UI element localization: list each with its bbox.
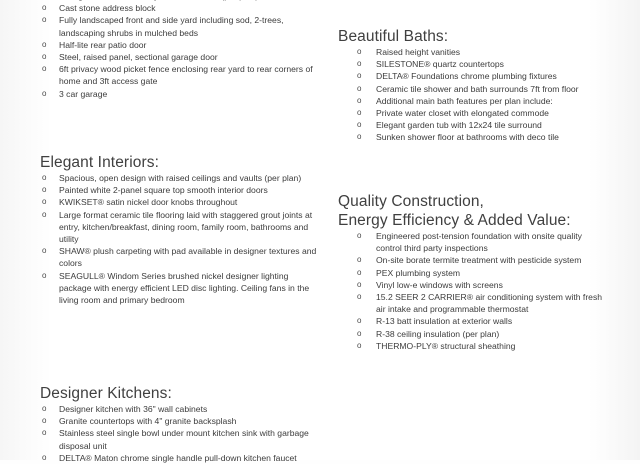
quality-heading-line2: Energy Efficiency & Added Value: — [338, 212, 571, 229]
quality-section — [338, 192, 610, 352]
list-item: o Designer kitchen with 36" wall cabinets — [42, 404, 208, 414]
list-item: o Additional main bath features per plan include: — [357, 95, 553, 106]
bullet-icon: o — [42, 246, 47, 256]
bullet-icon: o — [357, 83, 362, 93]
kitchens-list — [40, 403, 318, 464]
list-item: o Private water closet with elongated commode — [357, 108, 549, 119]
bullet-icon: o — [42, 185, 47, 195]
interiors-section — [40, 153, 318, 306]
list-item: o Engineered post-tension foundation with onsite quality control third party inspections — [357, 231, 582, 254]
list-item: o Ceramic tile shower and bath surrounds 7ft from floor — [357, 83, 579, 94]
baths-section — [338, 27, 610, 144]
bullet-icon: o — [42, 64, 47, 74]
bullet-icon: o — [357, 328, 362, 338]
list-item: o Raised height vanities — [357, 47, 461, 57]
bullet-icon: o — [357, 316, 362, 326]
list-item: o R-13 batt insulation at exterior walls — [357, 316, 513, 327]
bullet-icon: o — [42, 88, 47, 98]
bullet-icon: o — [357, 47, 362, 56]
baths-list — [338, 46, 610, 144]
bullet-icon: o — [42, 209, 47, 219]
list-item: o SEAGULL® Windom Series brushed nickel designer lighting package with energy efficient LED disc lighting. Ceiling fans in the living room and primary bedroom — [42, 270, 310, 306]
kitchens-section — [40, 384, 318, 464]
list-item: o 6ft privacy wood picket fence enclosing rear yard to rear corners of home and 3ft access gate — [42, 64, 313, 87]
kitchens-heading: Designer Kitchens: — [40, 385, 172, 402]
list-item: o Painted white 2-panel square top smooth interior doors — [42, 185, 268, 196]
list-item: o 15.2 SEER 2 CARRIER® air conditioning system with fresh air intake and programmable thermostat — [357, 292, 603, 315]
bullet-icon: o — [357, 340, 362, 350]
bullet-icon: o — [357, 231, 362, 240]
bullet-icon: o — [357, 292, 362, 302]
bullet-icon: o — [357, 95, 362, 105]
baths-heading: Beautiful Baths: — [338, 28, 449, 45]
list-item: o Granite countertops with 4" granite backsplash — [42, 416, 237, 427]
bullet-icon: o — [357, 267, 362, 277]
bullet-icon: o — [42, 404, 47, 413]
list-item: o DELTA® Maton chrome single handle pull-down kitchen faucet — [42, 452, 297, 463]
bullet-icon: o — [357, 59, 362, 69]
exterior-section — [40, 0, 318, 100]
bullet-icon: o — [357, 255, 362, 265]
list-item: o SILESTONE® quartz countertops — [357, 59, 504, 70]
list-item: o Cast stone address block — [42, 3, 156, 14]
quality-heading-line1: Quality Construction, — [338, 193, 484, 210]
list-item: o PEX plumbing system — [357, 267, 461, 278]
list-item: o Spacious, open design with raised ceilings and vaults (per plan) — [42, 173, 302, 183]
bullet-icon: o — [42, 52, 47, 62]
list-item: o R-38 ceiling insulation (per plan) — [357, 328, 500, 339]
list-item: o Large format ceramic tile flooring laid with staggered grout joints at entry, kitchen/breakfast, dining room, family room, bathrooms and utility — [42, 209, 313, 245]
exterior-list — [40, 0, 318, 100]
list-item: o 3 car garage — [42, 88, 108, 99]
list-item: o DELTA® Foundations chrome plumbing fixtures — [357, 71, 557, 82]
bullet-icon: o — [357, 132, 362, 142]
bullet-icon: o — [357, 279, 362, 289]
quality-list — [338, 230, 610, 352]
bullet-icon: o — [42, 416, 47, 426]
interiors-list — [40, 172, 318, 306]
list-item: o Fully landscaped front and side yard including sod, 2-trees, landscaping shrubs in mulched beds — [42, 15, 284, 38]
bullet-icon: o — [42, 15, 47, 25]
list-item: o THERMO-PLY® structural sheathing — [357, 340, 516, 351]
list-item: o Steel, raised panel, sectional garage door — [42, 52, 218, 63]
bullet-icon: o — [42, 428, 47, 438]
list-item: o Elegant garden tub with 12x24 tile surround — [357, 120, 542, 131]
list-item: o Stainless steel single bowl under mount kitchen sink with garbage disposal unit — [42, 428, 309, 451]
bullet-icon: o — [42, 270, 47, 280]
bullet-icon: o — [42, 452, 47, 462]
bullet-icon: o — [357, 120, 362, 130]
bullet-icon: o — [42, 3, 47, 13]
bullet-icon: o — [357, 108, 362, 118]
list-item: o Half-lite rear patio door — [42, 39, 147, 50]
bullet-icon: o — [42, 39, 47, 49]
list-item: o Vinyl low-e windows with screens — [357, 279, 503, 290]
list-item: o KWIKSET® satin nickel door knobs throughout — [42, 197, 238, 208]
list-item: o On-site borate termite treatment with pesticide system — [357, 255, 582, 266]
list-item: o SHAW® plush carpeting with pad available in designer textures and colors — [42, 246, 317, 269]
bullet-icon: o — [42, 197, 47, 207]
bullet-icon: o — [42, 173, 47, 182]
interiors-heading: Elegant Interiors: — [40, 154, 159, 171]
bullet-icon: o — [357, 71, 362, 81]
list-item: o Sunken shower floor at bathrooms with deco tile — [357, 132, 559, 143]
